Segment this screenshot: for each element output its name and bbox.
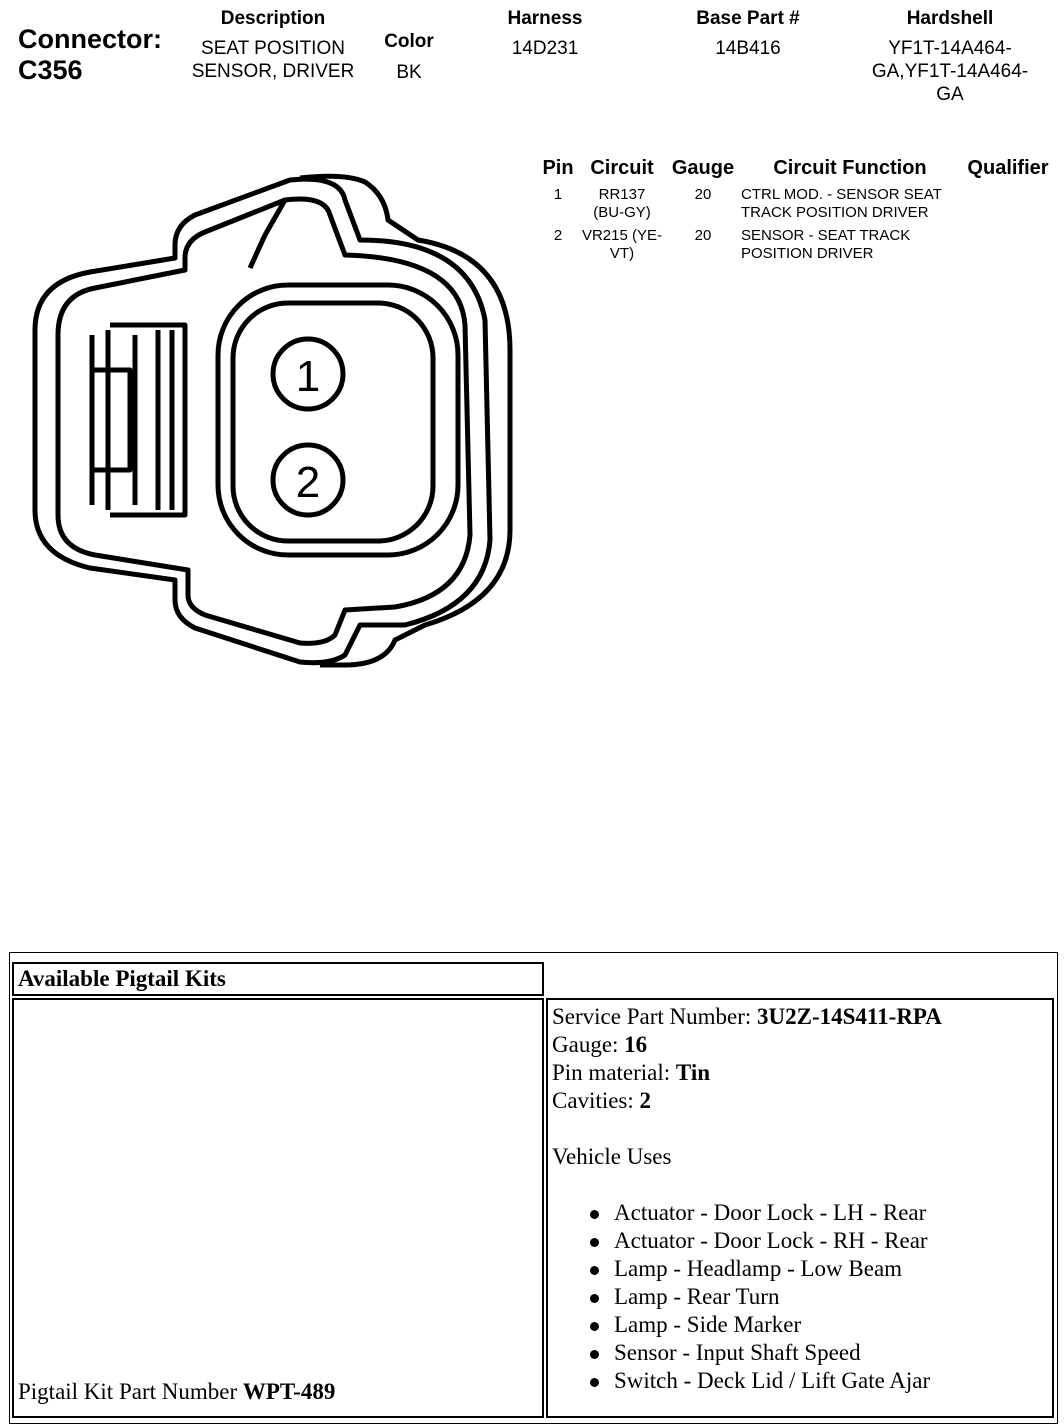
- hardshell-line-2: GA,YF1T-14A464-: [871, 61, 1029, 82]
- bullet-icon: [590, 1210, 599, 1219]
- gauge-label: Gauge:: [552, 1032, 625, 1057]
- base-part-header: Base Part #: [696, 8, 800, 29]
- bullet-icon: [590, 1378, 599, 1387]
- pin-table-row-1-gauge: 20: [694, 186, 712, 203]
- pin-1-label: 1: [295, 352, 321, 401]
- pin-table-header-gauge: Gauge: [671, 157, 735, 179]
- vehicle-use-item: [552, 1283, 942, 1311]
- connector-label: Connector:: [18, 24, 162, 54]
- bullet-icon: [590, 1322, 599, 1331]
- description-header: Description: [220, 8, 326, 29]
- color-header: Color: [384, 31, 434, 52]
- pin-material-line: [552, 1059, 942, 1087]
- base-part-value: 14B416: [715, 38, 781, 59]
- vehicle-use-text: Lamp - Side Marker: [614, 1312, 802, 1337]
- pin-material-label: Pin material:: [552, 1060, 676, 1085]
- pin-material-value: Tin: [675, 1060, 711, 1085]
- pin-table-row-2-circuit: [577, 227, 667, 263]
- cavities-value: 2: [639, 1088, 652, 1113]
- connector-title: [18, 24, 162, 86]
- vehicle-use-item: [552, 1227, 942, 1255]
- pin-table-header-pin: Pin: [542, 157, 574, 179]
- hardshell-header: Hardshell: [906, 8, 994, 29]
- vehicle-uses-label: Vehicle Uses: [552, 1144, 672, 1169]
- service-part-number: [552, 1003, 942, 1031]
- gauge-line: [552, 1031, 942, 1059]
- housing-back-outline: [300, 176, 510, 665]
- bullet-icon: [590, 1266, 599, 1275]
- color-value: BK: [396, 62, 422, 83]
- pin-table-row-2-pin: 2: [553, 227, 563, 244]
- function-line: POSITION DRIVER: [741, 245, 874, 262]
- pigtail-details: [552, 1003, 942, 1395]
- pin-table-header-circuit: Circuit: [590, 157, 654, 179]
- service-part-label: Service Part Number:: [552, 1004, 758, 1029]
- pigtail-details-cell: [546, 998, 1054, 1418]
- cavities-label: Cavities:: [552, 1088, 640, 1113]
- circuit-line: RR137: [598, 186, 646, 203]
- connector-face-diagram: [25, 170, 525, 670]
- harness-header: Harness: [507, 8, 583, 29]
- vehicle-use-text: Actuator - Door Lock - LH - Rear: [614, 1200, 927, 1225]
- pin-table-row-2-function: [741, 227, 961, 263]
- pigtail-kit-cell: [12, 998, 544, 1418]
- circuit-line: VR215 (YE-: [581, 227, 663, 244]
- pin-table-header-qualifier: Qualifier: [967, 157, 1049, 179]
- connector-id: C356: [18, 55, 83, 85]
- vehicle-use-item: [552, 1339, 942, 1367]
- housing-front-outline: [35, 179, 490, 663]
- pin-table-row-1-function: [741, 186, 961, 222]
- function-line: TRACK POSITION DRIVER: [741, 204, 929, 221]
- hardshell-line-3: GA: [936, 84, 964, 105]
- function-line: SENSOR - SEAT TRACK: [741, 227, 911, 244]
- pigtail-kit-number: [18, 1378, 335, 1406]
- bullet-icon: [590, 1238, 599, 1247]
- bullet-icon: [590, 1350, 599, 1359]
- description-value: [163, 37, 383, 83]
- circuit-line: (BU-GY): [593, 204, 651, 221]
- vehicle-use-text: Actuator - Door Lock - RH - Rear: [614, 1228, 928, 1253]
- description-line-1: SEAT POSITION: [201, 38, 345, 59]
- pin-2-label: 2: [295, 458, 321, 507]
- harness-value: 14D231: [511, 38, 579, 59]
- pin-table-row-1-pin: 1: [553, 186, 563, 203]
- cavities-line: [552, 1087, 942, 1115]
- function-line: CTRL MOD. - SENSOR SEAT: [741, 186, 942, 203]
- pigtail-kit-label: Pigtail Kit Part Number: [18, 1379, 243, 1404]
- pigtail-kit-value: WPT-489: [242, 1379, 336, 1404]
- hardshell-line-1: YF1T-14A464-: [888, 38, 1012, 59]
- vehicle-uses-list: [552, 1199, 942, 1395]
- vehicle-use-text: Lamp - Headlamp - Low Beam: [614, 1256, 903, 1281]
- latch-step: [92, 335, 130, 505]
- vehicle-use-text: Switch - Deck Lid / Lift Gate Ajar: [614, 1368, 931, 1393]
- vehicle-use-text: Lamp - Rear Turn: [614, 1284, 780, 1309]
- vehicle-use-item: [552, 1367, 942, 1395]
- pigtail-title-cell: [12, 962, 544, 996]
- pin-table-header-function: Circuit Function: [773, 157, 927, 179]
- circuit-line: VT): [609, 245, 635, 262]
- pin-table-row-1-circuit: [577, 186, 667, 222]
- vehicle-use-item: [552, 1311, 942, 1339]
- vehicle-use-item: [552, 1255, 942, 1283]
- vehicle-use-item: [552, 1199, 942, 1227]
- description-line-2: SENSOR, DRIVER: [191, 61, 355, 82]
- hardshell-value: [850, 37, 1050, 106]
- pigtail-title: Available Pigtail Kits: [18, 966, 226, 991]
- pin-table-row-2-gauge: 20: [694, 227, 712, 244]
- bullet-icon: [590, 1294, 599, 1303]
- gauge-value: 16: [624, 1032, 648, 1057]
- vehicle-use-text: Sensor - Input Shaft Speed: [614, 1340, 861, 1365]
- service-part-value: 3U2Z-14S411-RPA: [757, 1004, 942, 1029]
